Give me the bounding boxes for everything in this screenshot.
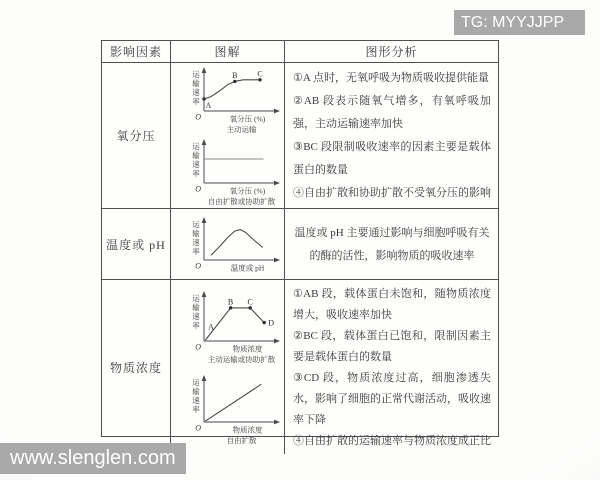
chart-svg-temperature-or-ph bbox=[172, 214, 284, 274]
svg-text:氧分压 (%): 氧分压 (%) bbox=[229, 114, 265, 124]
svg-text:O: O bbox=[194, 261, 201, 271]
svg-text:O: O bbox=[194, 184, 201, 194]
row-concentration-analysis bbox=[285, 280, 498, 454]
row-oxygen-factor: 氧分压 bbox=[102, 63, 171, 209]
svg-text:物质浓度: 物质浓度 bbox=[232, 425, 262, 435]
svg-text:运: 运 bbox=[191, 294, 200, 303]
svg-text:率: 率 bbox=[191, 168, 200, 178]
chart-svg-concentration-free-diffusion bbox=[172, 372, 284, 446]
svg-text:氧分压 (%): 氧分压 (%) bbox=[229, 186, 265, 196]
svg-text:速: 速 bbox=[191, 238, 200, 247]
chart-svg-oxygen-free-diffusion bbox=[172, 136, 284, 207]
watermark-telegram: TG: MYYJJPP bbox=[454, 10, 585, 35]
factors-table bbox=[101, 40, 499, 447]
svg-text:自由扩散: 自由扩散 bbox=[226, 436, 256, 445]
header-factor: 影响因素 bbox=[102, 41, 171, 63]
svg-text:A: A bbox=[205, 101, 211, 111]
row-concentration-factor: 物质浓度 bbox=[102, 280, 171, 454]
svg-text:速: 速 bbox=[191, 396, 200, 405]
analysis-line: ④自由扩散和协助扩散不受氧分压的影响 bbox=[293, 187, 491, 199]
svg-text:速: 速 bbox=[191, 312, 200, 321]
svg-text:C: C bbox=[247, 297, 253, 307]
svg-text:率: 率 bbox=[191, 247, 200, 256]
chart-svg-concentration-active-facilitated bbox=[172, 288, 284, 365]
svg-text:输: 输 bbox=[191, 150, 200, 160]
svg-text:输: 输 bbox=[191, 387, 200, 396]
analysis-line: ①AB 段，载体蛋白未饱和，随物质浓度增大，吸收速率加快 bbox=[293, 288, 491, 321]
svg-text:率: 率 bbox=[191, 405, 200, 414]
analysis-line: ④自由扩散的运输速率与物质浓度成正比 bbox=[293, 435, 491, 447]
svg-text:温度或 pH: 温度或 pH bbox=[230, 263, 264, 273]
svg-text:运: 运 bbox=[191, 220, 200, 229]
svg-text:速: 速 bbox=[191, 88, 200, 98]
svg-text:A: A bbox=[207, 322, 214, 332]
svg-text:O: O bbox=[194, 423, 201, 433]
chart-temp-ph bbox=[172, 214, 284, 274]
watermark-website: www.slenglen.com bbox=[0, 443, 186, 474]
row-temp-factor: 温度或 pH bbox=[102, 209, 171, 280]
svg-text:主动运输或协助扩散: 主动运输或协助扩散 bbox=[207, 355, 275, 364]
chart-concentration-diffusion bbox=[172, 372, 284, 446]
analysis-line: 温度或 pH 主要通过影响与细胞呼吸有关的酶的活性，影响物质的吸收速率 bbox=[294, 227, 490, 262]
row-oxygen-analysis bbox=[285, 63, 498, 209]
svg-text:输: 输 bbox=[191, 303, 200, 312]
row-oxygen-diagrams bbox=[171, 63, 285, 209]
analysis-line: ③BC 段限制吸收速率的因素主要是载体蛋白的数量 bbox=[293, 141, 491, 176]
header-diagram: 图解 bbox=[171, 41, 285, 63]
svg-text:O: O bbox=[194, 112, 201, 122]
svg-text:B: B bbox=[227, 297, 233, 307]
svg-text:输: 输 bbox=[191, 79, 200, 89]
svg-text:运: 运 bbox=[191, 70, 200, 80]
svg-text:O: O bbox=[194, 342, 201, 352]
svg-text:运: 运 bbox=[191, 378, 200, 387]
analysis-line: ①A 点时，无氧呼吸为物质吸收提供能量 bbox=[293, 72, 489, 84]
svg-text:主动运输: 主动运输 bbox=[226, 125, 256, 135]
svg-text:自由扩散或协助扩散: 自由扩散或协助扩散 bbox=[207, 196, 275, 206]
svg-text:速: 速 bbox=[191, 159, 200, 169]
svg-text:物质浓度: 物质浓度 bbox=[232, 344, 262, 354]
svg-text:运: 运 bbox=[191, 141, 200, 151]
svg-text:C: C bbox=[256, 69, 263, 79]
analysis-line: ②BC 段，载体蛋白已饱和，限制因素主要是载体蛋白的数量 bbox=[293, 330, 491, 363]
analysis-line: ②AB 段表示随氧气增多，有氧呼吸加强，主动运输速率加快 bbox=[293, 95, 491, 130]
chart-oxygen-active bbox=[172, 64, 284, 135]
header-analysis: 图形分析 bbox=[285, 41, 498, 63]
row-concentration-diagrams bbox=[171, 280, 285, 454]
analysis-line: ③CD 段，物质浓度过高，细胞渗透失水，影响了细胞的正常代谢活动，吸收速率下降 bbox=[293, 372, 491, 426]
svg-text:B: B bbox=[231, 71, 237, 81]
svg-text:率: 率 bbox=[191, 321, 200, 330]
chart-svg-oxygen-active-transport bbox=[172, 64, 284, 135]
svg-text:D: D bbox=[267, 318, 274, 328]
chart-concentration-active bbox=[172, 288, 284, 365]
row-temp-diagrams bbox=[171, 209, 285, 280]
svg-text:率: 率 bbox=[191, 97, 200, 107]
row-temp-analysis bbox=[285, 209, 498, 280]
chart-oxygen-diffusion bbox=[172, 136, 284, 207]
svg-text:输: 输 bbox=[191, 229, 200, 238]
